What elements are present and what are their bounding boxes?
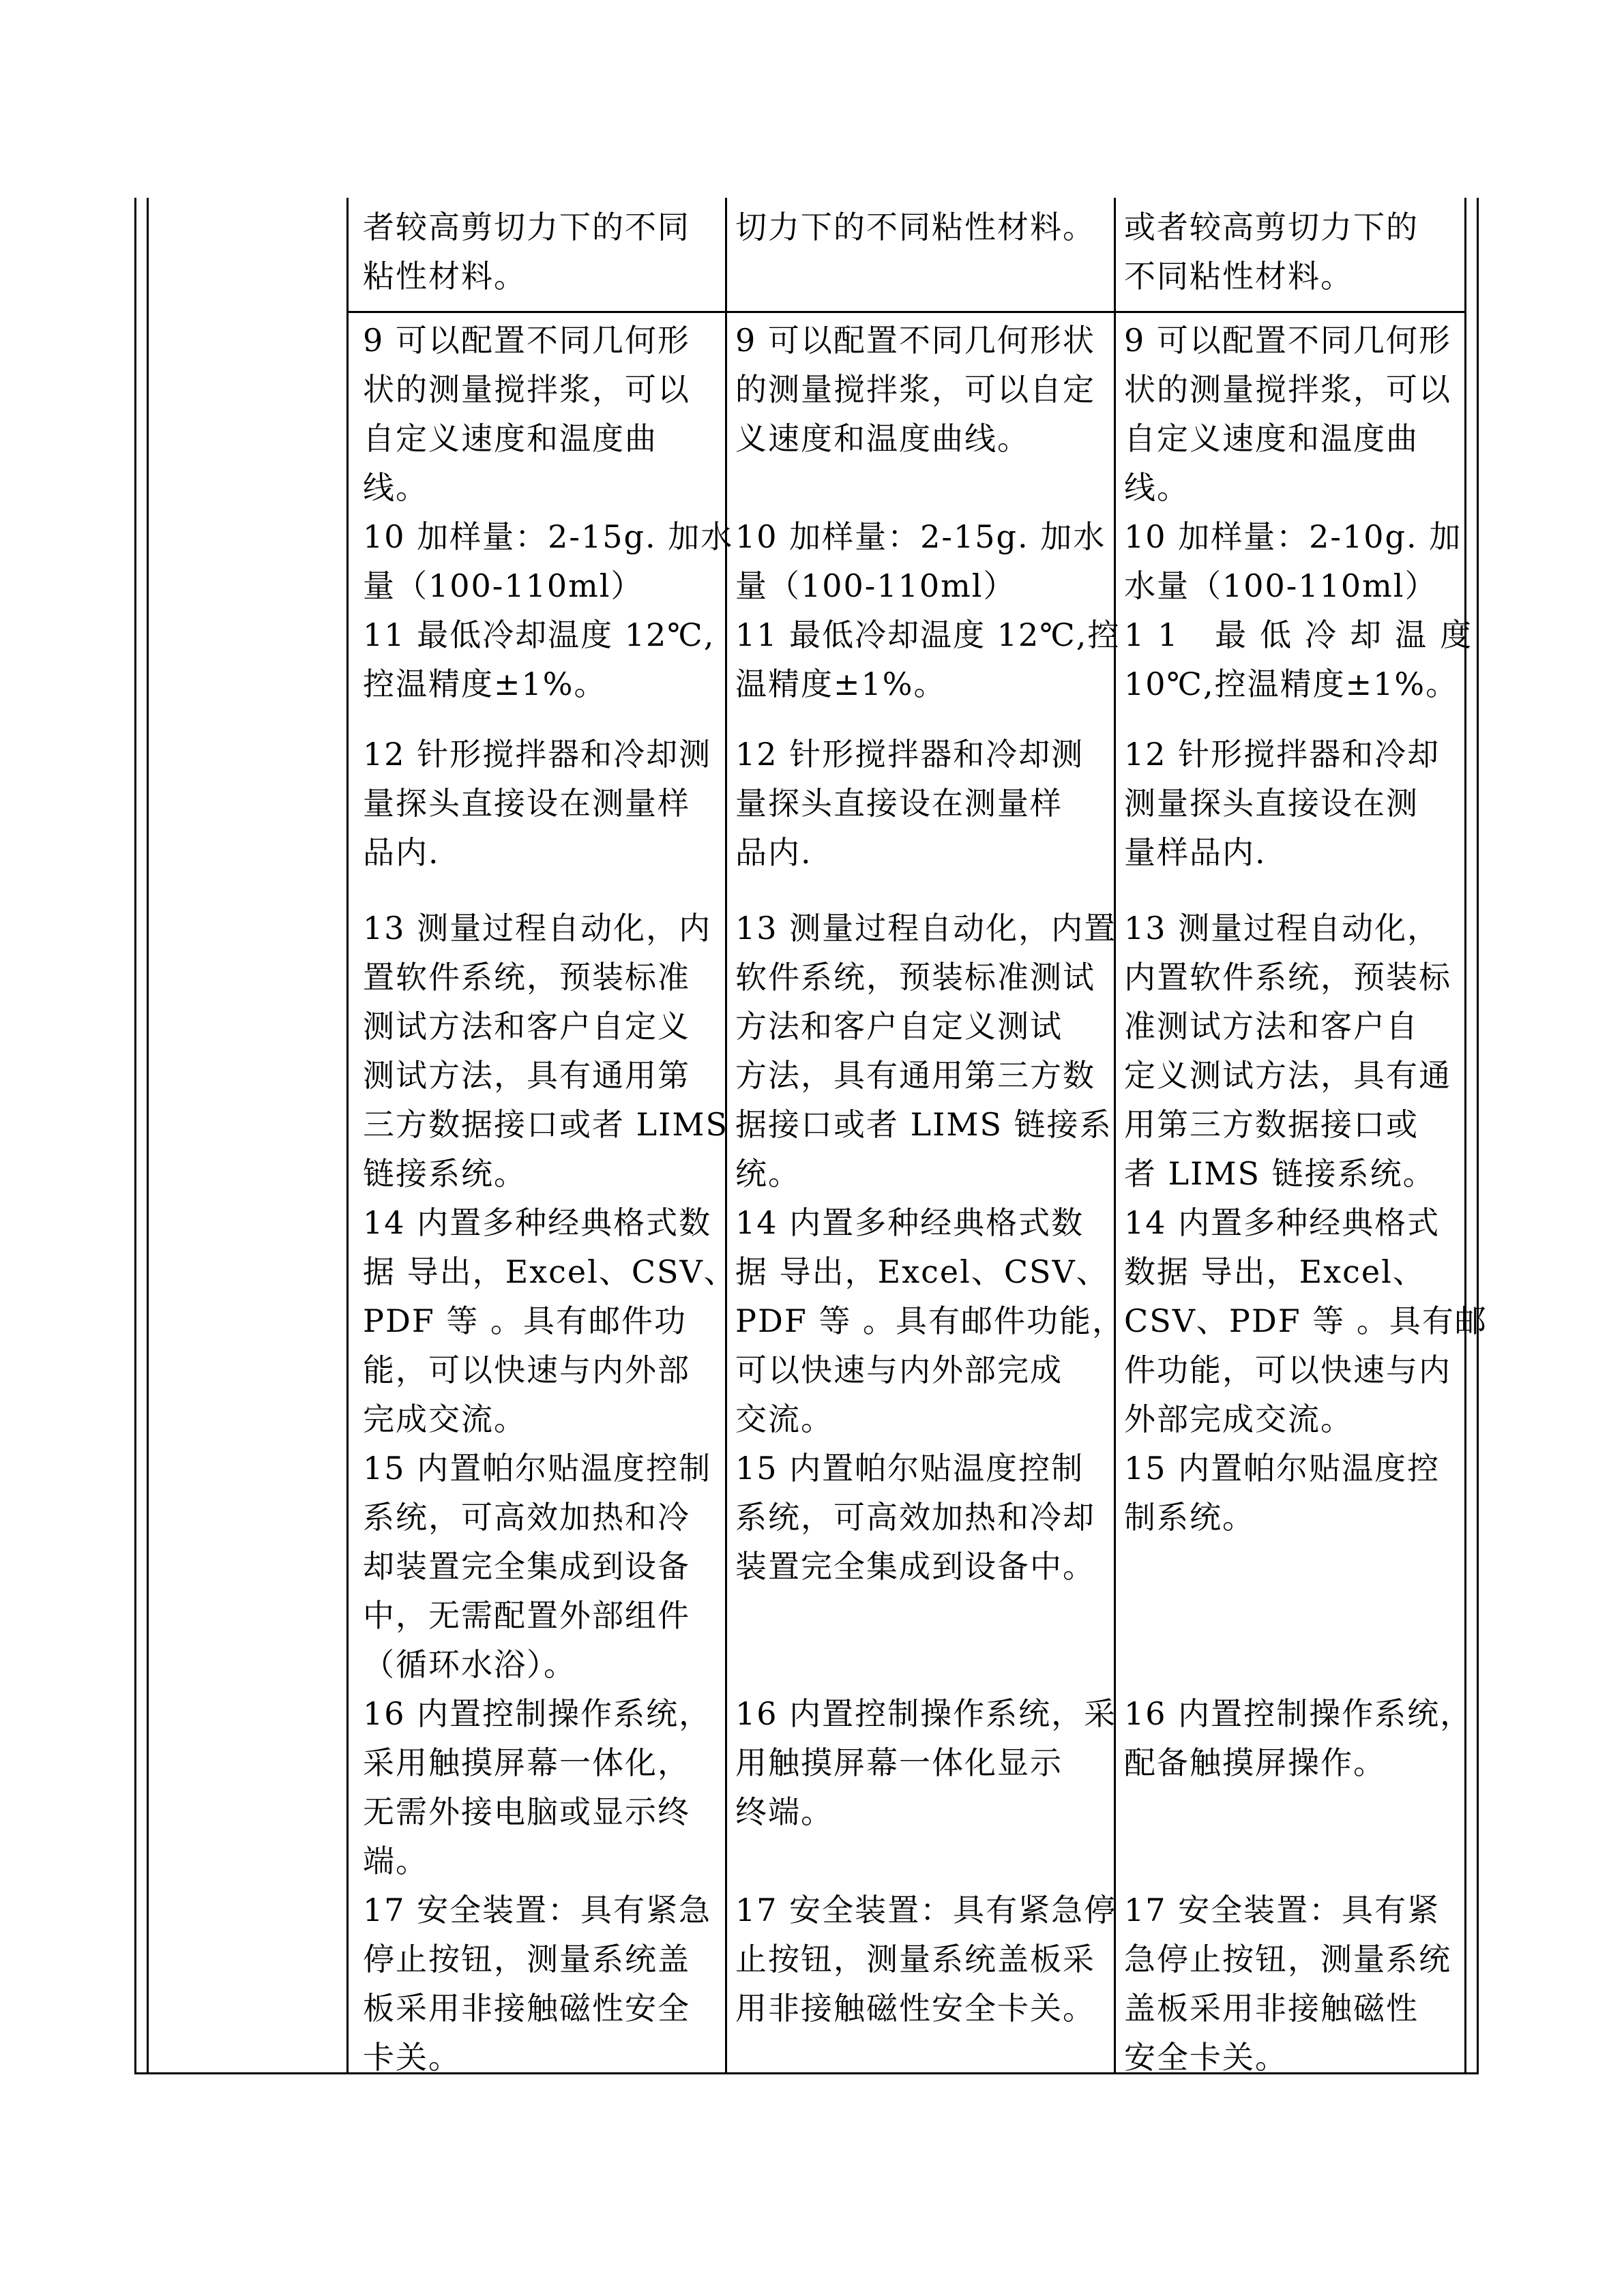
row2-col3-group2: 12 针形搅拌器和冷却测 量探头直接设在测量样 品内. (735, 736, 1084, 871)
row2-col2-group1: 9 可以配置不同几何形 状的测量搅拌浆，可以 自定义速度和温度曲 线。 10 加样量：2-15g. 加水 量（100-110ml） 11 最低冷却温度 12℃, 控温精度±1%。 (363, 322, 734, 702)
table-left-border-inner (147, 198, 149, 2074)
row2-col2-group3: 13 测量过程自动化，内 置软件系统，预装标准 测试方法和客户自定义 测试方法，具有通用第 三方数据接口或者 LIMS 链接系统。 14 内置多种经典格式数 据 导出，Excel、CSV、 PDF 等 。具有邮件功 能，可以快速与内外部 完成交流。 15 内置帕尔贴温度控制 系统，可高效加热和冷 却装置完全集成到设备 中，无需配置外部组件 （循环水浴）。 16 内置控制操作系统， 采用触摸屏幕一体化， 无需外接电脑或显示终 端。 17 安全装置：具有紧急 停止按钮，测量系统盖 板采用非接触磁性安全 卡关。 (363, 910, 737, 2076)
row2-col2-group2: 12 针形搅拌器和冷却测 量探头直接设在测量样 品内. (363, 736, 712, 871)
row2-col4-group1: 9 可以配置不同几何形 状的测量搅拌浆，可以 自定义速度和温度曲 线。 10 加样量：2-10g. 加 水量（100-110ml） 11 最低冷却温度 10℃,控温精度±1%。 (1124, 322, 1486, 702)
row2-col4-group2: 12 针形搅拌器和冷却 测量探头直接设在测 量样品内. (1124, 736, 1441, 871)
row-divider (346, 311, 1466, 313)
row1-col3-text: 切力下的不同粘性材料。 (735, 209, 1095, 245)
row1-col4-text: 或者较高剪切力下的 不同粘性材料。 (1124, 209, 1419, 295)
row2-col3-group1: 9 可以配置不同几何形状 的测量搅拌浆，可以自定 义速度和温度曲线。 10 加样量：2-15g. 加水 量（100-110ml） 11 最低冷却温度 12℃,控 温精度±1%。 (735, 322, 1121, 702)
row2-col3-group3: 13 测量过程自动化，内置 软件系统，预装标准测试 方法和客户自定义测试 方法，具有通用第三方数 据接口或者 LIMS 链接系 统。 14 内置多种经典格式数 据 导出，Excel、CSV、 PDF 等 。具有邮件功能， 可以快速与内外部完成 交流。 15 内置帕尔贴温度控制 系统，可高效加热和冷却 装置完全集成到设备中。 16 内置控制操作系统，采 用触摸屏幕一体化显示 终端。 17 安全装置：具有紧急停 止按钮，测量系统盖板采 用非接触磁性安全卡关。 (735, 910, 1125, 2027)
row1-col2-text: 者较高剪切力下的不同 粘性材料。 (363, 209, 690, 295)
column-divider-1 (346, 198, 349, 2074)
row2-col4-group3: 13 测量过程自动化， 内置软件系统，预装标 准测试方法和客户自 定义测试方法，具有通 用第三方数据接口或 者 LIMS 链接系统。 14 内置多种经典格式 数据 导出，Excel、 CSV、PDF 等 。具有邮 件功能，可以快速与内 外部完成交流。 15 内置帕尔贴温度控 制系统。 16 内置控制操作系统， 配备触摸屏操作。 17 安全装置：具有紧 急停止按钮，测量系统 盖板采用非接触磁性 安全卡关。 (1124, 910, 1488, 2076)
table-left-border-outer (134, 198, 136, 2074)
